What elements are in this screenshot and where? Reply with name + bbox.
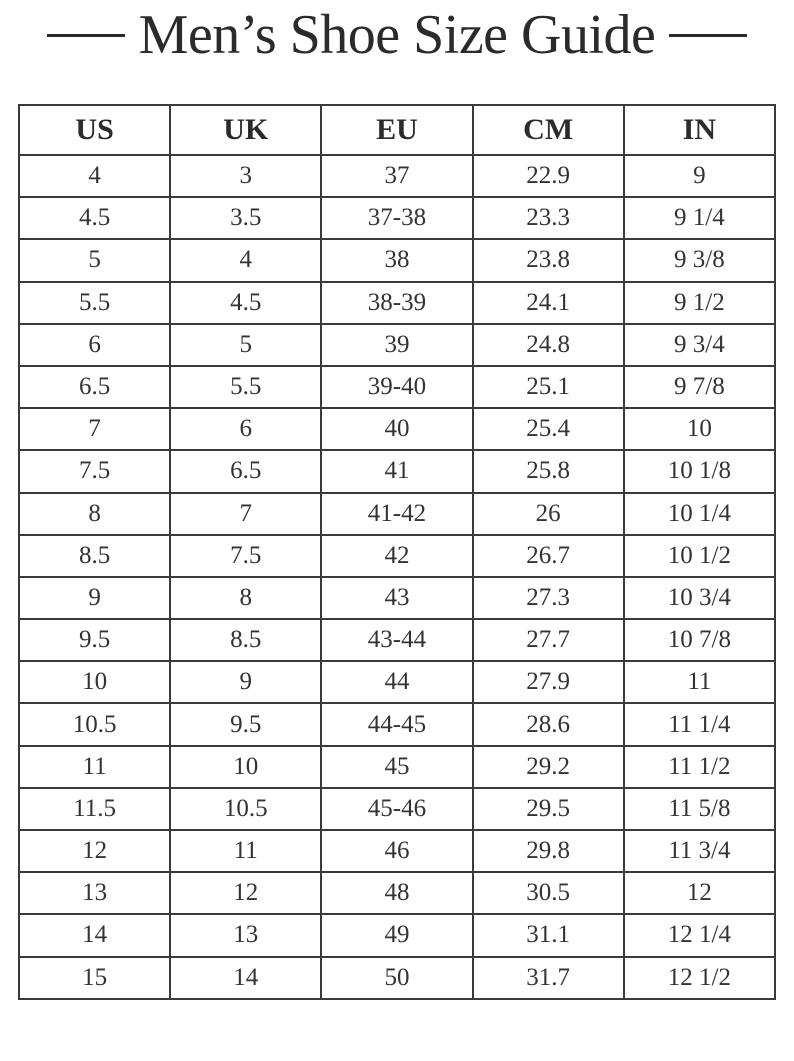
cell-us: 12 [19,830,170,872]
cell-in: 10 7/8 [624,619,775,661]
column-header-us: US [19,105,170,155]
cell-in: 11 3/4 [624,830,775,872]
cell-us: 5 [19,239,170,281]
table-row [19,957,775,999]
table-row [19,535,775,577]
table-row [19,493,775,535]
cell-cm: 25.4 [473,408,624,450]
cell-eu: 37 [321,155,472,197]
cell-us: 8 [19,493,170,535]
table-body [19,155,775,999]
cell-us: 9.5 [19,619,170,661]
cell-cm: 25.1 [473,366,624,408]
table-row [19,914,775,956]
table-row [19,239,775,281]
cell-uk: 14 [170,957,321,999]
cell-cm: 27.9 [473,661,624,703]
cell-uk: 12 [170,872,321,914]
cell-uk: 10 [170,746,321,788]
table-row [19,450,775,492]
cell-in: 10 1/4 [624,493,775,535]
table-row [19,155,775,197]
cell-eu: 43 [321,577,472,619]
cell-eu: 38-39 [321,282,472,324]
cell-uk: 13 [170,914,321,956]
table-row [19,830,775,872]
table-row [19,788,775,830]
cell-cm: 29.8 [473,830,624,872]
cell-us: 4 [19,155,170,197]
column-header-eu: EU [321,105,472,155]
column-header-cm: CM [473,105,624,155]
table-row [19,366,775,408]
cell-cm: 27.7 [473,619,624,661]
cell-us: 5.5 [19,282,170,324]
cell-uk: 4.5 [170,282,321,324]
cell-in: 11 5/8 [624,788,775,830]
cell-cm: 24.1 [473,282,624,324]
cell-in: 11 [624,661,775,703]
table-row [19,746,775,788]
cell-us: 7.5 [19,450,170,492]
table-row [19,619,775,661]
cell-eu: 49 [321,914,472,956]
cell-cm: 28.6 [473,703,624,745]
cell-eu: 39 [321,324,472,366]
cell-uk: 3.5 [170,197,321,239]
cell-in: 10 1/8 [624,450,775,492]
cell-in: 9 1/2 [624,282,775,324]
cell-cm: 23.3 [473,197,624,239]
cell-eu: 45 [321,746,472,788]
cell-us: 9 [19,577,170,619]
cell-uk: 8.5 [170,619,321,661]
cell-in: 11 1/4 [624,703,775,745]
cell-cm: 29.5 [473,788,624,830]
cell-cm: 31.1 [473,914,624,956]
cell-uk: 6.5 [170,450,321,492]
cell-us: 6 [19,324,170,366]
cell-eu: 44 [321,661,472,703]
cell-us: 6.5 [19,366,170,408]
cell-eu: 46 [321,830,472,872]
table-row [19,872,775,914]
cell-in: 9 7/8 [624,366,775,408]
title-rule-right [669,34,747,37]
header-row [19,105,775,155]
cell-us: 10 [19,661,170,703]
cell-in: 12 1/2 [624,957,775,999]
cell-in: 9 1/4 [624,197,775,239]
cell-cm: 26 [473,493,624,535]
cell-cm: 27.3 [473,577,624,619]
table-row [19,282,775,324]
table-row [19,661,775,703]
cell-us: 8.5 [19,535,170,577]
cell-eu: 43-44 [321,619,472,661]
table-row [19,197,775,239]
cell-cm: 31.7 [473,957,624,999]
cell-uk: 5 [170,324,321,366]
cell-eu: 37-38 [321,197,472,239]
title-bar [0,0,794,70]
cell-eu: 38 [321,239,472,281]
cell-uk: 11 [170,830,321,872]
column-header-uk: UK [170,105,321,155]
cell-in: 10 3/4 [624,577,775,619]
cell-uk: 10.5 [170,788,321,830]
title-rule-left [47,34,125,37]
cell-uk: 7 [170,493,321,535]
cell-cm: 29.2 [473,746,624,788]
cell-us: 4.5 [19,197,170,239]
table-header [19,105,775,155]
cell-cm: 23.8 [473,239,624,281]
cell-us: 13 [19,872,170,914]
cell-uk: 9.5 [170,703,321,745]
cell-in: 12 [624,872,775,914]
cell-uk: 3 [170,155,321,197]
cell-us: 10.5 [19,703,170,745]
cell-eu: 41 [321,450,472,492]
cell-in: 12 1/4 [624,914,775,956]
cell-uk: 9 [170,661,321,703]
cell-us: 11.5 [19,788,170,830]
cell-us: 11 [19,746,170,788]
column-header-in: IN [624,105,775,155]
cell-us: 7 [19,408,170,450]
cell-uk: 8 [170,577,321,619]
table-row [19,703,775,745]
cell-uk: 7.5 [170,535,321,577]
cell-cm: 25.8 [473,450,624,492]
cell-eu: 48 [321,872,472,914]
cell-cm: 26.7 [473,535,624,577]
cell-in: 10 1/2 [624,535,775,577]
table-row [19,324,775,366]
cell-eu: 42 [321,535,472,577]
cell-eu: 45-46 [321,788,472,830]
size-table [18,104,776,1000]
cell-eu: 41-42 [321,493,472,535]
cell-in: 9 [624,155,775,197]
cell-in: 9 3/8 [624,239,775,281]
cell-eu: 44-45 [321,703,472,745]
table-row [19,577,775,619]
cell-eu: 50 [321,957,472,999]
page-title: Men’s Shoe Size Guide [138,4,656,66]
table-row [19,408,775,450]
cell-cm: 22.9 [473,155,624,197]
cell-cm: 24.8 [473,324,624,366]
cell-eu: 39-40 [321,366,472,408]
cell-cm: 30.5 [473,872,624,914]
cell-in: 10 [624,408,775,450]
cell-uk: 6 [170,408,321,450]
cell-in: 11 1/2 [624,746,775,788]
cell-in: 9 3/4 [624,324,775,366]
cell-uk: 4 [170,239,321,281]
cell-us: 15 [19,957,170,999]
cell-eu: 40 [321,408,472,450]
cell-uk: 5.5 [170,366,321,408]
cell-us: 14 [19,914,170,956]
